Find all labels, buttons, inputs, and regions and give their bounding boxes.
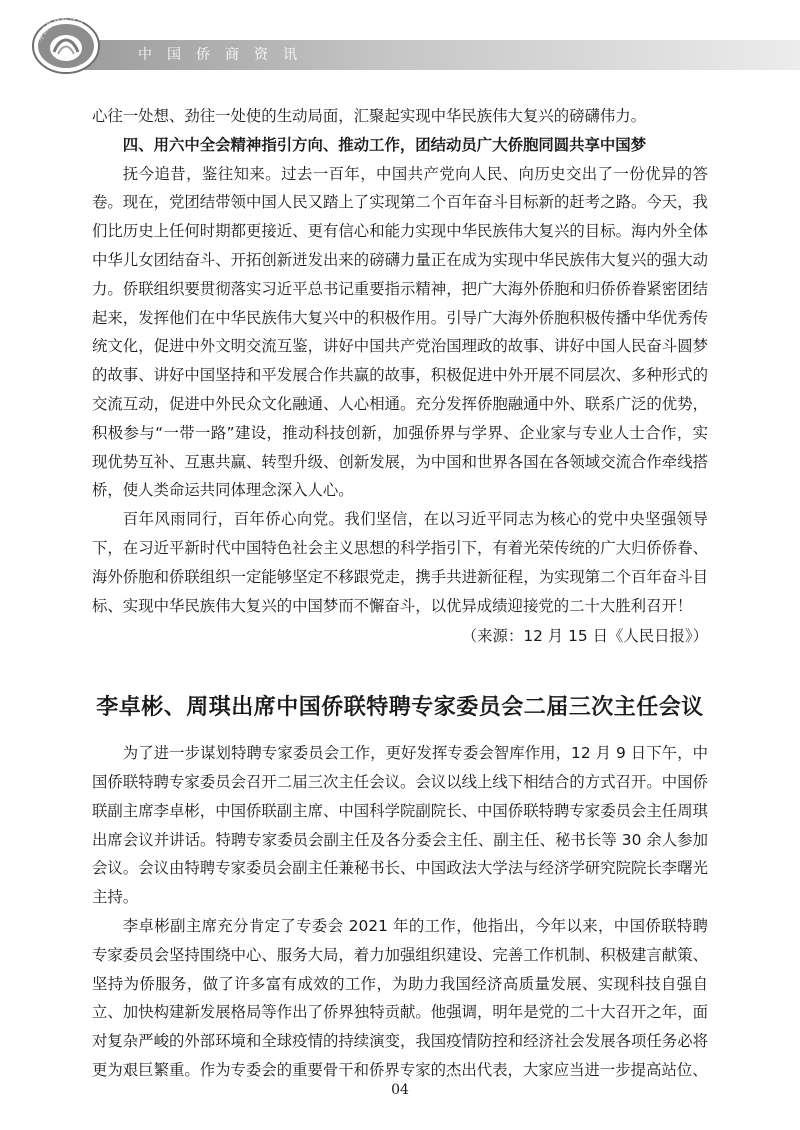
- paragraph-continuation: 心往一处想、劲往一处使的生动局面，汇聚起实现中华民族伟大复兴的磅礴伟力。: [92, 107, 647, 125]
- org-logo-icon: [30, 14, 102, 74]
- paragraph: 为了进一步谋划特聘专家委员会工作，更好发挥专委会智库作用，12 月 9 日下午，中国侨联特聘专家委员会召开二届三次主任会议。会议以线上线下相结合的方式召开。中国侨联副主席李卓彬，中国侨联副主席、中国科学院副院长、中国侨联特聘专家委员会主任周琪出席会议并讲话。特聘专家委员会副主任及各分委会主任、副主任、秘书长等 30 余人参加会议。会议由特聘专家委员会副主任兼秘书长、中国政法大学法与经济学研究院院长李曙光主持。: [92, 744, 708, 907]
- svg-text:中国侨商联合会: 中国侨商联合会: [36, 15, 85, 43]
- page-number: 04: [391, 1082, 409, 1098]
- paragraph: 李卓彬副主席充分肯定了专委会 2021 年的工作，他指出，今年以来，中国侨联特聘专家委员会坚持围绕中心、服务大局，着力加强组织建设、完善工作机制、积极建言献策、坚持为侨服务，做了许多富有成效的工作，为助力我国经济高质量发展、实现科技自强自立、加快构建新发展格局等作出了侨界独特贡献。他强调，明年是党的二十大召开之年，面对复杂严峻的外部环境和全球疫情的持续演变，我国疫情防控和经济社会发展各项任务必将更为艰巨繁重。作为专委会的重要骨干和侨界专家的杰出代表，大家应当进一步提高站位、: [92, 916, 708, 1079]
- section-heading: 四、用六中全会精神指引方向、推动工作，团结动员广大侨胞同圆共享中国梦: [122, 135, 647, 154]
- source-citation: （来源：12 月 15 日《人民日报》）: [461, 627, 708, 646]
- page-header: [0, 0, 800, 80]
- paragraph: 百年风雨同行，百年侨心向党。我们坚信，在以习近平同志为核心的党中央坚强领导下，在习近平新时代中国特色社会主义思想的科学指引下，有着光荣传统的广大归侨侨眷、海外侨胞和侨联组织一定能够坚定不移跟党走，携手共进新征程，为实现第二个百年奋斗目标、实现中华民族伟大复兴的中国梦而不懈奋斗，以优异成绩迎接党的二十大胜利召开！: [92, 510, 708, 615]
- paragraph: 抚今追昔，鉴往知来。过去一百年，中国共产党向人民、向历史交出了一份优异的答卷。现在，党团结带领中国人民又踏上了实现第二个百年奋斗目标新的赶考之路。今天，我们比历史上任何时期都更接近、更有信心和能力实现中华民族伟大复兴的目标。海内外全体中华儿女团结奋斗、开拓创新迸发出来的磅礴力量正在成为实现中华民族伟大复兴的强大动力。侨联组织要贯彻落实习近平总书记重要指示精神，把广大海外侨胞和归侨侨眷紧密团结起来，发挥他们在中华民族伟大复兴中的积极作用。引导广大海外侨胞积极传播中华优秀传统文化，促进中外文明交流互鉴，讲好中国共产党治国理政的故事、讲好中国人民奋斗圆梦的故事、讲好中国坚持和平发展合作共赢的故事，积极促进中外开展不同层次、多种形式的交流互动，促进中外民众文化融通、人心相通。充分发挥侨胞融通中外、联系广泛的优势，积极参与“一带一路”建设，推动科技创新，加强侨界与学界、企业家与专业人士合作，实现优势互补、互惠共赢、转型升级、创新发展，为中国和世界各国在各领域交流合作牵线搭桥，使人类命运共同体理念深入人心。: [92, 164, 708, 500]
- header-title: 中国侨商资讯: [138, 47, 312, 63]
- article-title: 李卓彬、周琪出席中国侨联特聘专家委员会二届三次主任会议: [96, 695, 704, 721]
- page-content: [92, 102, 708, 1085]
